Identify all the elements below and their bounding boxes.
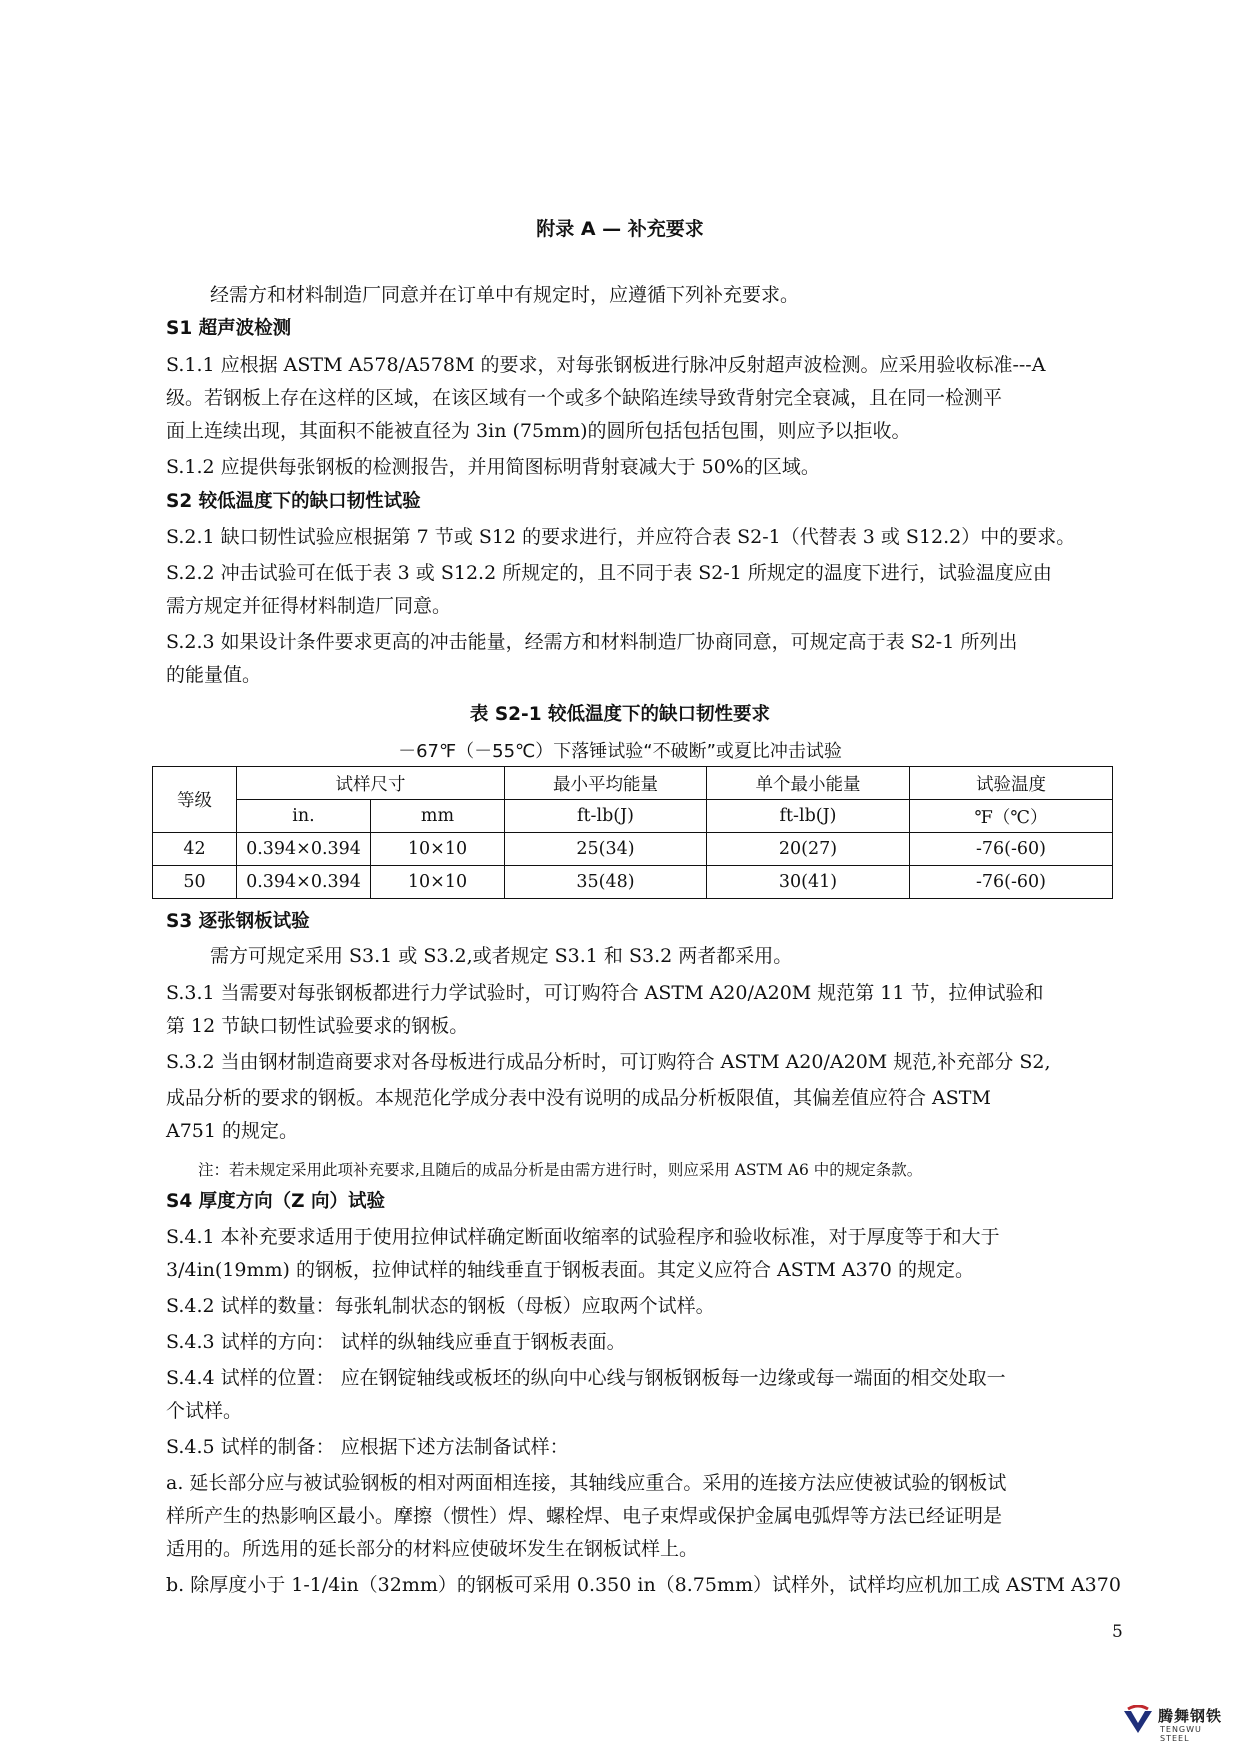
s4-1-line2: 3/4in(19mm) 的钢板，拉伸试样的轴线垂直于钢板表面。其定义应符合 ASTM A370 的规定。 bbox=[166, 1259, 974, 1281]
header-unit-in: in. bbox=[237, 800, 371, 833]
s3-note: 注：若未规定采用此项补充要求,且随后的成品分析是由需方进行时，则应采用 ASTM A6 中的规定条款。 bbox=[198, 1161, 923, 1179]
logo-name-cn: 腾舞钢铁 bbox=[1158, 1707, 1223, 1725]
table-subcaption: －67℉（－55℃）下落锤试验“不破断”或夏比冲击试验 bbox=[398, 741, 842, 762]
cell-min-avg: 35(48) bbox=[505, 866, 707, 899]
s3-2-line2: 成品分析的要求的钢板。本规范化学成分表中没有说明的成品分析板限值，其偏差值应符合 ASTM bbox=[166, 1087, 991, 1109]
s3-1-line2: 第 12 节缺口韧性试验要求的钢板。 bbox=[166, 1015, 469, 1037]
cell-size-in: 0.394×0.394 bbox=[237, 833, 371, 866]
s3-1-line1: S.3.1 当需要对每张钢板都进行力学试验时，可订购符合 ASTM A20/A20M 规范第 11 节，拉伸试验和 bbox=[166, 982, 1044, 1004]
s1-1-line3: 面上连续出现，其面积不能被直径为 3in (75mm)的圆所包括包括包围，则应予以拒收。 bbox=[166, 420, 911, 442]
s2-2-line2: 需方规定并征得材料制造厂同意。 bbox=[166, 595, 452, 617]
intro-paragraph: 经需方和材料制造厂同意并在订单中有规定时，应遵循下列补充要求。 bbox=[210, 284, 800, 306]
s2-3-line1: S.2.3 如果设计条件要求更高的冲击能量，经需方和材料制造厂协商同意，可规定高于表 S2-1 所列出 bbox=[166, 631, 1018, 653]
page-number: 5 bbox=[1112, 1622, 1123, 1642]
item-b-line1: b. 除厚度小于 1-1/4in（32mm）的钢板可采用 0.350 in（8.75mm）试样外，试样均应机加工成 ASTM A370 bbox=[166, 1574, 1121, 1596]
header-unit-energy-single: ft-lb(J) bbox=[707, 800, 910, 833]
s4-3-paragraph: S.4.3 试样的方向： 试样的纵轴线应垂直于钢板表面。 bbox=[166, 1331, 626, 1353]
header-specimen-size: 试样尺寸 bbox=[237, 767, 505, 800]
table-caption: 表 S2-1 较低温度下的缺口韧性要求 bbox=[469, 704, 771, 725]
table-header-row bbox=[153, 767, 1113, 800]
header-unit-energy-avg: ft-lb(J) bbox=[505, 800, 707, 833]
logo-name-en: TENGWU STEEL bbox=[1160, 1725, 1202, 1743]
header-unit-mm: mm bbox=[371, 800, 505, 833]
s4-5-paragraph: S.4.5 试样的制备： 应根据下述方法制备试样： bbox=[166, 1436, 569, 1458]
cell-grade: 42 bbox=[153, 833, 237, 866]
company-logo bbox=[1122, 1703, 1230, 1741]
cell-size-mm: 10×10 bbox=[371, 866, 505, 899]
s3-2-line1: S.3.2 当由钢材制造商要求对各母板进行成品分析时，可订购符合 ASTM A20/A20M 规范,补充部分 S2, bbox=[166, 1051, 1051, 1073]
s3-heading: S3 逐张钢板试验 bbox=[166, 911, 310, 932]
s1-1-line1: S.1.1 应根据 ASTM A578/A578M 的要求，对每张钢板进行脉冲反射超声波检测。应采用验收标准---A bbox=[166, 354, 1046, 376]
item-a-line1: a. 延长部分应与被试验钢板的相对两面相连接，其轴线应重合。采用的连接方法应使被试验的钢板试 bbox=[166, 1472, 1007, 1494]
notch-toughness-table bbox=[152, 766, 1113, 899]
table-row bbox=[153, 833, 1113, 866]
s4-1-line1: S.4.1 本补充要求适用于使用拉伸试样确定断面收缩率的试验程序和验收标准，对于厚度等于和大于 bbox=[166, 1226, 1000, 1248]
cell-min-avg: 25(34) bbox=[505, 833, 707, 866]
header-min-single-energy: 单个最小能量 bbox=[707, 767, 910, 800]
cell-min-single: 30(41) bbox=[707, 866, 910, 899]
cell-size-in: 0.394×0.394 bbox=[237, 866, 371, 899]
s1-1-line2: 级。若钢板上存在这样的区域，在该区域有一个或多个缺陷连续导致背射完全衰减，且在同一检测平 bbox=[166, 387, 1003, 409]
s1-2-paragraph: S.1.2 应提供每张钢板的检测报告，并用简图标明背射衰减大于 50%的区域。 bbox=[166, 456, 820, 478]
header-grade: 等级 bbox=[153, 767, 237, 833]
item-a-line2: 样所产生的热影响区最小。摩擦（惯性）焊、螺栓焊、电子束焊或保护金属电弧焊等方法已经证明是 bbox=[166, 1505, 1003, 1527]
s4-4-line1: S.4.4 试样的位置： 应在钢锭轴线或板坯的纵向中心线与钢板钢板每一边缘或每一端面的相交处取一 bbox=[166, 1367, 1006, 1389]
s2-heading: S2 较低温度下的缺口韧性试验 bbox=[166, 491, 421, 512]
s2-2-line1: S.2.2 冲击试验可在低于表 3 或 S12.2 所规定的，且不同于表 S2-1 所规定的温度下进行，试验温度应由 bbox=[166, 562, 1052, 584]
s1-heading: S1 超声波检测 bbox=[166, 318, 292, 339]
header-unit-temp: ℉（℃） bbox=[910, 800, 1113, 833]
s3-intro: 需方可规定采用 S3.1 或 S3.2,或者规定 S3.1 和 S3.2 两者都采用。 bbox=[210, 945, 793, 967]
cell-temp: -76(-60) bbox=[910, 866, 1113, 899]
appendix-title: 附录 A — 补充要求 bbox=[536, 218, 704, 240]
table-unit-row bbox=[153, 800, 1113, 833]
s4-2-paragraph: S.4.2 试样的数量：每张轧制状态的钢板（母板）应取两个试样。 bbox=[166, 1295, 715, 1317]
header-min-avg-energy: 最小平均能量 bbox=[505, 767, 707, 800]
header-test-temperature: 试验温度 bbox=[910, 767, 1113, 800]
s4-4-line2: 个试样。 bbox=[166, 1400, 243, 1422]
table-row bbox=[153, 866, 1113, 899]
s2-1-paragraph: S.2.1 缺口韧性试验应根据第 7 节或 S12 的要求进行，并应符合表 S2-1（代替表 3 或 S12.2）中的要求。 bbox=[166, 526, 1076, 548]
s3-2-line3: A751 的规定。 bbox=[166, 1120, 299, 1142]
cell-temp: -76(-60) bbox=[910, 833, 1113, 866]
cell-grade: 50 bbox=[153, 866, 237, 899]
tengwu-logo-icon bbox=[1122, 1705, 1154, 1737]
cell-min-single: 20(27) bbox=[707, 833, 910, 866]
s4-heading: S4 厚度方向（Z 向）试验 bbox=[166, 1191, 385, 1212]
cell-size-mm: 10×10 bbox=[371, 833, 505, 866]
item-a-line3: 适用的。所选用的延长部分的材料应使破坏发生在钢板试样上。 bbox=[166, 1538, 699, 1560]
s2-3-line2: 的能量值。 bbox=[166, 664, 262, 686]
